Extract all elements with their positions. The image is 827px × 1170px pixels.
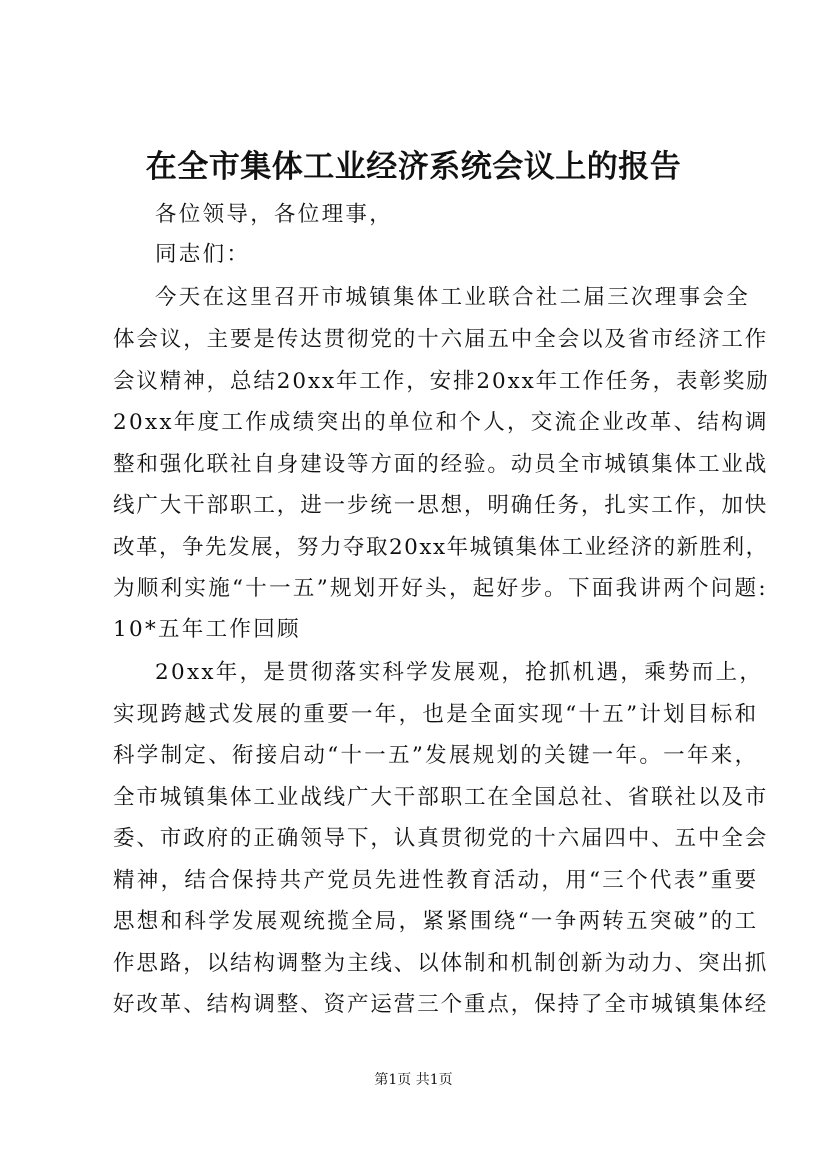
paragraph-line: 体会议，主要是传达贯彻党的十六届五中全会以及省市经济工作 [113, 327, 769, 352]
paragraph-line: 今天在这里召开市城镇集体工业联合社二届三次理事会全 [155, 285, 751, 310]
paragraph-line: 改革，争先发展，努力夺取20xx年城镇集体工业经济的新胜利， [113, 535, 769, 560]
page-number-footer: 第1页 共1页 [374, 1072, 453, 1088]
salutation-line-2: 同志们： [155, 242, 251, 267]
section-heading: 10*五年工作回顾 [113, 617, 301, 642]
paragraph-line: 会议精神，总结20xx年工作，安排20xx年工作任务，表彰奖励 [113, 369, 770, 394]
paragraph-line: 好改革、结构调整、资产运营三个重点，保持了全市城镇集体经 [113, 992, 769, 1017]
paragraph-line: 线广大干部职工，进一步统一思想，明确任务，扎实工作，加快 [113, 493, 769, 518]
paragraph-line: 科学制定、衔接启动“十一五”发展规划的关键一年。一年来， [113, 743, 759, 768]
paragraph-line: 作思路，以结构调整为主线、以体制和机制创新为动力、突出抓 [113, 951, 769, 976]
paragraph-line: 实现跨越式发展的重要一年，也是全面实现“十五”计划目标和 [113, 702, 759, 727]
paragraph-line: 全市城镇集体工业战线广大干部职工在全国总社、省联社以及市 [113, 785, 769, 810]
paragraph-line: 精神，结合保持共产党员先进性教育活动，用“三个代表”重要 [113, 868, 759, 893]
paragraph-line: 20xx年度工作成绩突出的单位和个人，交流企业改革、结构调 [113, 410, 769, 435]
paragraph-line: 整和强化联社自身建设等方面的经验。动员全市城镇集体工业战 [113, 452, 769, 477]
paragraph-line: 委、市政府的正确领导下，认真贯彻党的十六届四中、五中全会 [113, 826, 769, 851]
paragraph-line: 思想和科学发展观统揽全局，紧紧围绕“一争两转五突破”的工 [113, 909, 759, 934]
document-title: 在全市集体工业经济系统会议上的报告 [145, 149, 682, 185]
paragraph-line: 20xx年，是贯彻落实科学发展观，抢抓机遇，乘势而上， [155, 660, 764, 685]
paragraph-line: 为顺利实施“十一五”规划开好头，起好步。下面我讲两个问题: [113, 576, 768, 601]
salutation-line-1: 各位领导，各位理事， [155, 202, 394, 227]
